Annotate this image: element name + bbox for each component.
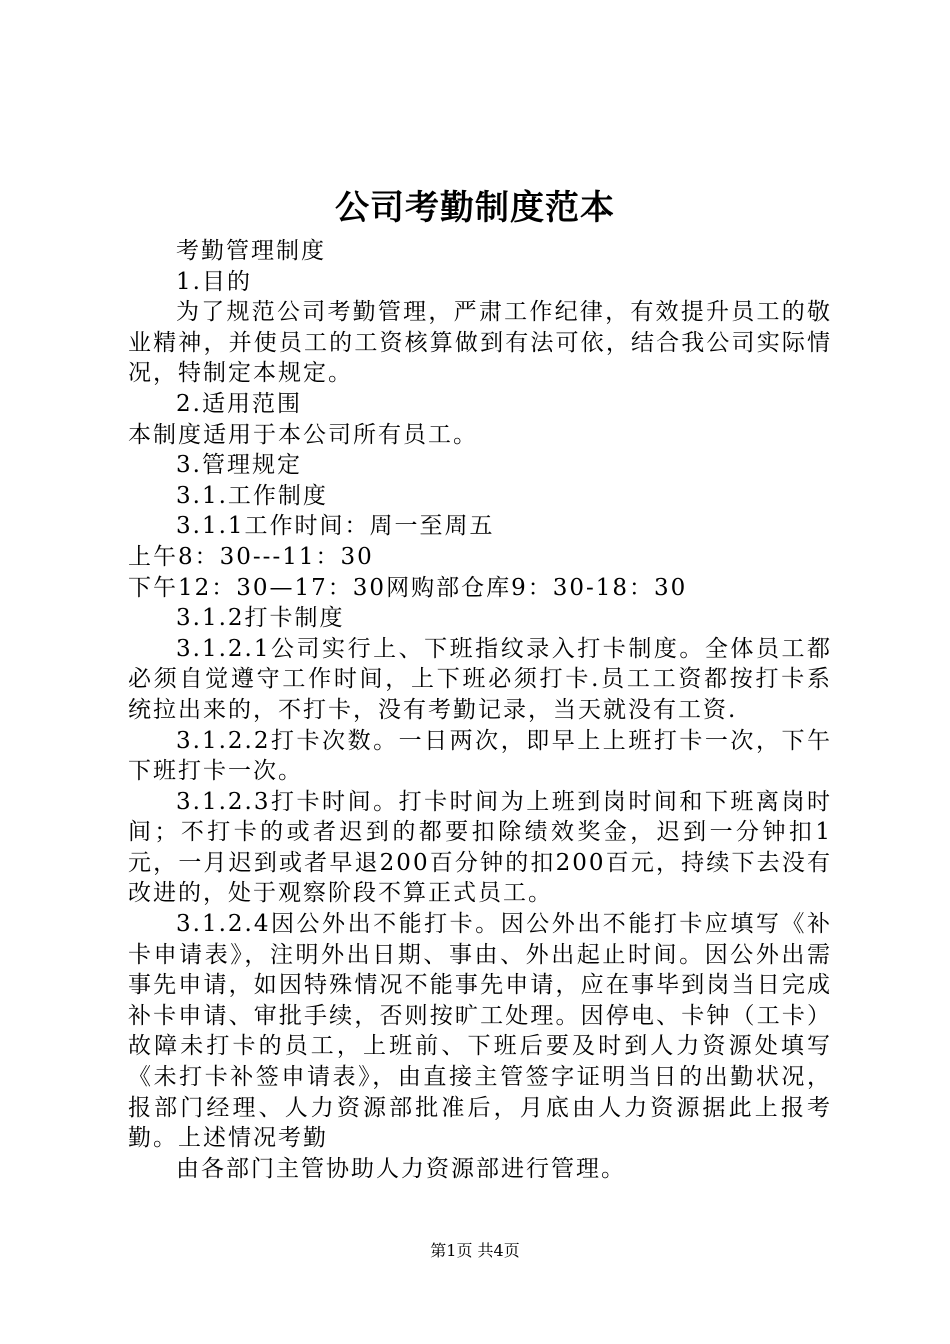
paragraph-heading: 考勤管理制度 — [176, 238, 326, 264]
section-purpose: 1.目的 — [176, 268, 252, 295]
paragraph: 为了规范公司考勤管理，严肃工作纪律，有效提升员工的敬业精神，并使员工的工资核算做到有法可依，结合我公司实际情况，特制定本规定。 — [128, 299, 832, 387]
section-scope: 2.适用范围 — [176, 390, 302, 417]
afternoon-hours: 下午12：30—17：30网购部仓库9：30-18：30 — [128, 574, 688, 601]
page-footer: 第1页 共4页 — [430, 1241, 520, 1260]
paragraph: 3.1.2.1公司实行上、下班指纹录入打卡制度。全体员工都必须自觉遵守工作时间，上下班必须打卡.员工工资都按打卡系统拉出来的，不打卡，没有考勤记录，当天就没有工资. — [128, 635, 832, 723]
paragraph: 3.1.2.3打卡时间。打卡时间为上班到岗时间和下班离岗时间；不打卡的或者迟到的都要扣除绩效奖金，迟到一分钟扣1元，一月迟到或者早退200百分钟的扣200百元，持续下去没有改进的，处于观察阶段不算正式员工。 — [128, 788, 832, 907]
document-body — [128, 236, 832, 1184]
section-clock-system: 3.1.2打卡制度 — [176, 605, 345, 632]
paragraph: 本制度适用于本公司所有员工。 — [128, 421, 478, 448]
section-rules: 3.管理规定 — [176, 452, 302, 479]
paragraph: 3.1.2.2打卡次数。一日两次，即早上上班打卡一次，下午下班打卡一次。 — [128, 727, 832, 785]
document-title: 公司考勤制度范本 — [335, 188, 615, 228]
morning-hours: 上午8：30---11：30 — [128, 543, 374, 570]
paragraph: 3.1.2.4因公外出不能打卡。因公外出不能打卡应填写《补卡申请表》，注明外出日期、事由、外出起止时间。因公外出需事先申请，如因特殊情况不能事先申请，应在事毕到岗当日完成补卡申请、审批手续，否则按旷工处理。因停电、卡钟（工卡）故障未打卡的员工，上班前、下班后要及时到人力资源处填写《未打卡补签申请表》，由直接主管签字证明当日的出勤状况，报部门经理、人力资源部批准后，月底由人力资源据此上报考勤。上述情况考勤 — [128, 911, 832, 1152]
section-work-system: 3.1.工作制度 — [176, 482, 328, 509]
paragraph: 由各部门主管协助人力资源部进行管理。 — [176, 1155, 626, 1182]
section-work-time: 3.1.1工作时间：周一至周五 — [176, 513, 495, 540]
